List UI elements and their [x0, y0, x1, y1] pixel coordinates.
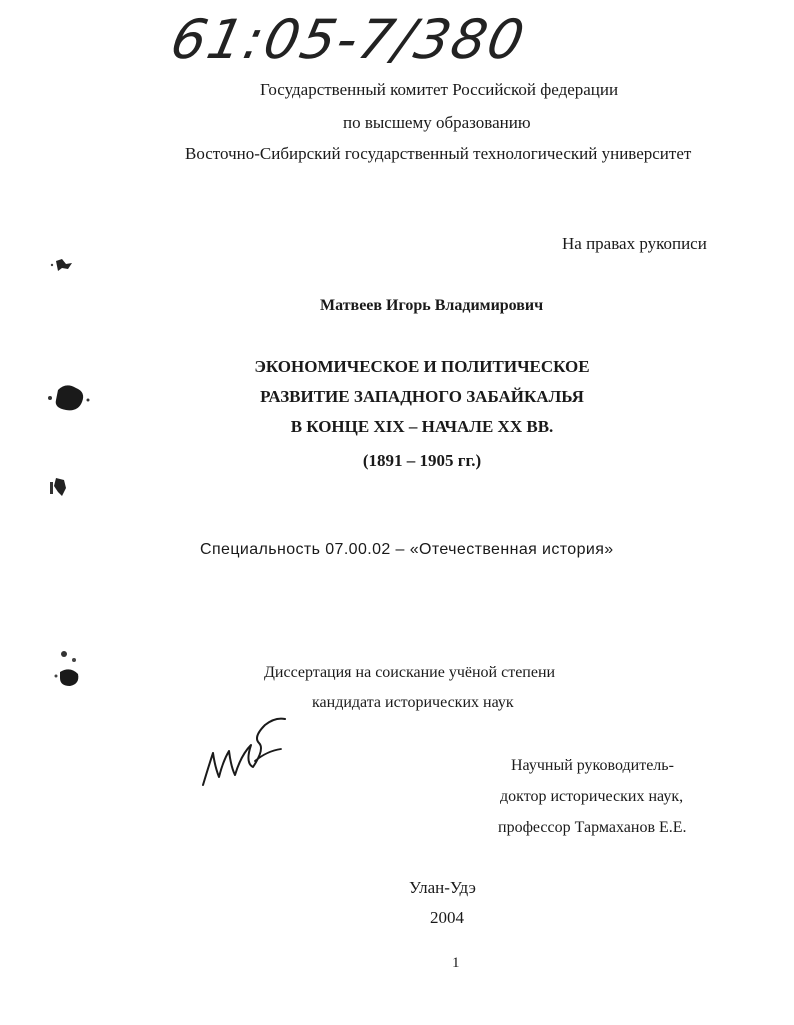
dissertation-line-1: Диссертация на соискание учёной степени: [264, 664, 556, 681]
title-years: (1891 – 1905 гг.): [362, 451, 482, 470]
title-line-1: ЭКОНОМИЧЕСКОЕ И ПОЛИТИЧЕСКОЕ: [254, 357, 590, 376]
scan-blot-3: [46, 474, 76, 502]
scan-blot-4: [48, 646, 88, 696]
dissertation-line-2: кандидата исторических наук: [312, 694, 514, 711]
title-line-3: В КОНЦЕ XIX – НАЧАЛЕ XX ВВ.: [290, 417, 554, 436]
header-line-1: Государственный комитет Российской федерации: [260, 80, 619, 99]
page-number: 1: [452, 955, 460, 971]
author-name: Матвеев Игорь Владимирович: [320, 297, 544, 314]
city: Улан-Удэ: [409, 878, 476, 897]
header-line-3: Восточно-Сибирский государственный технологический университет: [185, 144, 692, 163]
handwritten-signature: [195, 705, 295, 795]
header-line-2: по высшему образованию: [343, 113, 531, 132]
scan-blot-1: [48, 255, 78, 275]
supervisor-line-2: доктор исторических наук,: [500, 788, 684, 805]
supervisor-line-3: профессор Тармаханов Е.Е.: [498, 819, 687, 836]
scan-blot-2: [44, 380, 94, 416]
rights-note: На правах рукописи: [562, 234, 707, 253]
supervisor-line-1: Научный руководитель-: [511, 757, 674, 774]
title-line-2: РАЗВИТИЕ ЗАПАДНОГО ЗАБАЙКАЛЬЯ: [260, 387, 584, 406]
specialty-line: Специальность 07.00.02 – «Отечественная история»: [200, 541, 614, 558]
handwritten-archive-number: 61:05-7/380: [165, 8, 532, 71]
year: 2004: [430, 908, 464, 927]
